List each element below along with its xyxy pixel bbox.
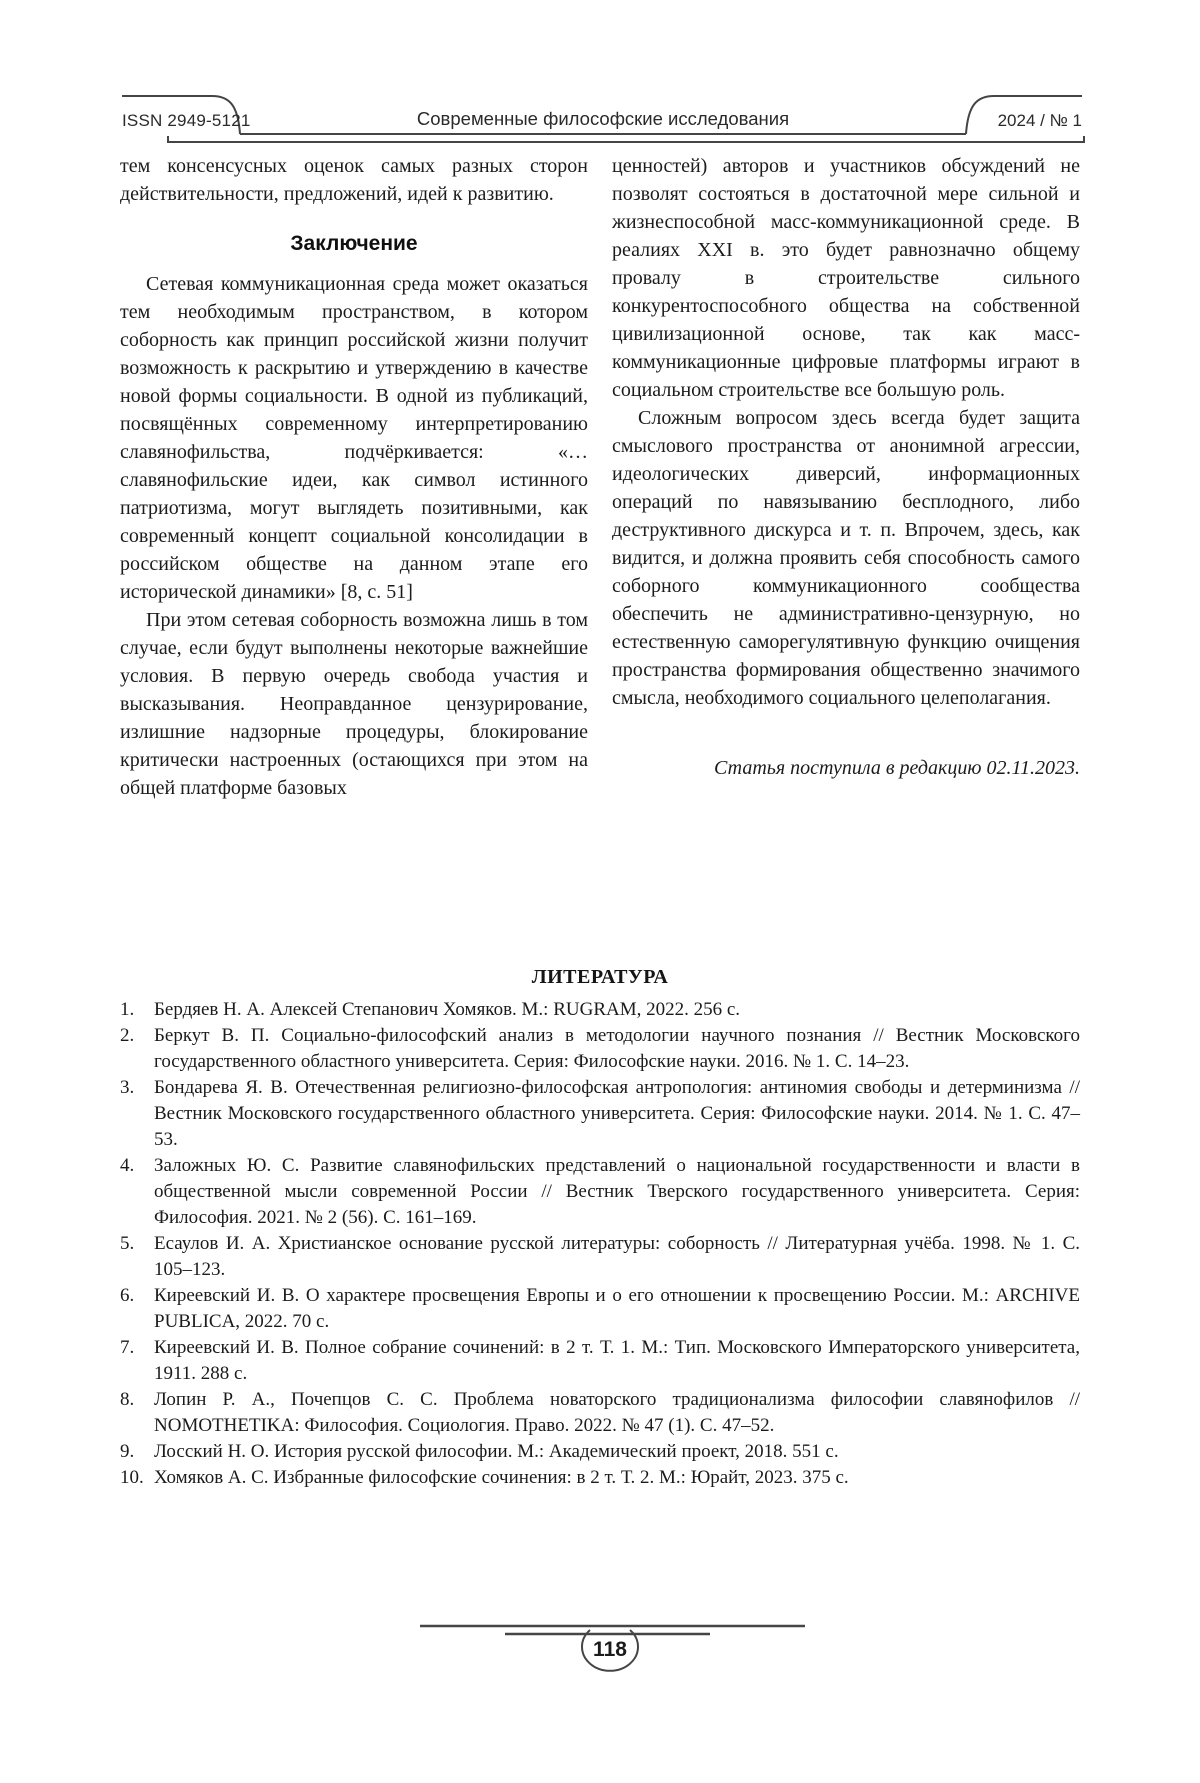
references-list	[120, 997, 1080, 1491]
reference-text: Хомяков А. С. Избранные философские сочинения: в 2 т. Т. 2. М.: Юрайт, 2023. 375 с.	[154, 1467, 849, 1488]
paragraph-continuation-right: ценностей) авторов и участников обсуждений не позволят состояться в достаточной мере сильной и жизнеспособной масс-коммуникационной среде. В реалиях XXI в. это будет равнозначно общему провалу в строительстве сильного конкурентоспособного общества на собственной цивилизационной основе, так как масс-коммуникационные цифровые платформы играют в социальном строительстве все большую роль.	[612, 155, 1080, 401]
left-column	[120, 152, 588, 802]
reference-number: 2.	[120, 1025, 135, 1046]
footer-ornament	[350, 1612, 850, 1682]
reference-text: Бердяев Н. А. Алексей Степанович Хомяков. М.: RUGRAM, 2022. 256 с.	[154, 999, 741, 1020]
reference-number: 7.	[120, 1337, 135, 1358]
references-section	[120, 966, 1080, 1491]
reference-text: Лопин Р. А., Почепцов С. С. Проблема новаторского традиционализма философии славянофилов // NOMOTHETIKA: Философия. Социология. Право. 2022. № 47 (1). С. 47–52.	[154, 1389, 1080, 1436]
reference-item	[120, 1335, 1080, 1387]
reference-item	[120, 1153, 1080, 1231]
header-issue: 2024 / № 1	[997, 111, 1082, 130]
paragraph-continuation-left: тем консенсусных оценок самых разных сторон действительности, предложений, идей к развитию.	[120, 155, 588, 205]
reference-number: 9.	[120, 1441, 135, 1462]
header-journal-title: Современные философские исследования	[416, 108, 790, 129]
reference-number: 5.	[120, 1233, 135, 1254]
reference-number: 4.	[120, 1155, 135, 1176]
reference-item	[120, 997, 1080, 1023]
reference-item	[120, 1231, 1080, 1283]
section-heading-conclusion: Заключение	[290, 232, 418, 255]
reference-item	[120, 1075, 1080, 1153]
right-column	[612, 152, 1080, 802]
reference-text: Киреевский И. В. Полное собрание сочинений: в 2 т. Т. 1. М.: Тип. Московского Императорского университета, 1911. 288 с.	[154, 1337, 1080, 1384]
reference-text: Есаулов И. А. Христианское основание русской литературы: соборность // Литературная учёба. 1998. № 1. С. 105–123.	[154, 1233, 1080, 1280]
reference-text: Бондарева Я. В. Отечественная религиозно-философская антропология: антиномия свободы и детерминизма // Вестник Московского государственного областного университета. Серия: Философские науки. 2014. № 1. С. 47–53.	[154, 1077, 1080, 1150]
reference-item	[120, 1023, 1080, 1075]
header-shadow-line	[168, 136, 1084, 142]
reference-text: Киреевский И. В. О характере просвещения Европы и о его отношении к просвещению России. М.: ARCHIVE PUBLICA, 2022. 70 с.	[154, 1285, 1080, 1332]
header-issn: ISSN 2949-5121	[122, 111, 251, 130]
reference-number: 8.	[120, 1389, 135, 1410]
references-heading: ЛИТЕРАТУРА	[531, 966, 669, 988]
reference-item	[120, 1283, 1080, 1335]
reference-number: 3.	[120, 1077, 135, 1098]
page-number: 118	[593, 1638, 627, 1661]
reference-text: Заложных Ю. С. Развитие славянофильских представлений о национальной государственности и власти в общественной мысли современной России // Вестник Тверского государственного университета. Серия: Философия. 2021. № 2 (56). С. 161–169.	[154, 1155, 1080, 1228]
reference-item	[120, 1439, 1080, 1465]
reference-number: 1.	[120, 999, 135, 1020]
header-rule-ornament	[110, 84, 1090, 148]
reference-number: 6.	[120, 1285, 135, 1306]
reference-item	[120, 1465, 1080, 1491]
reference-text: Беркут В. П. Социально-философский анализ в методологии научного познания // Вестник Московского государственного областного университета. Серия: Философские науки. 2016. № 1. С. 14–23.	[154, 1025, 1080, 1072]
conclusion-paragraph-2: При этом сетевая соборность возможна лишь в том случае, если будут выполнены некоторые важнейшие условия. В первую очередь свобода участия и высказывания. Неоправданное цензурирование, излишние надзорные процедуры, блокирование критически настроенных (остающихся при этом на общей платформе базовых	[120, 609, 588, 799]
article-body	[120, 152, 1080, 802]
page-header	[110, 84, 1090, 148]
reference-text: Лосский Н. О. История русской философии. М.: Академический проект, 2018. 551 с.	[154, 1441, 839, 1462]
conclusion-paragraph-3: Сложным вопросом здесь всегда будет защита смыслового пространства от анонимной агрессии, идеологических диверсий, информационных операций по навязыванию бесплодного, либо деструктивного дискурса и т. п. Впрочем, здесь, как видится, и должна проявить себя способность самого соборного коммуникационного сообщества обеспечить не административно-цензурную, но естественную саморегулятивную функцию очищения пространства формирования общественно значимого смысла, необходимого социального целеполагания.	[612, 407, 1080, 709]
reference-number: 10.	[120, 1467, 144, 1488]
article-received-note: Статья поступила в редакцию 02.11.2023.	[714, 757, 1080, 779]
conclusion-paragraph-1: Сетевая коммуникационная среда может оказаться тем необходимым пространством, в котором соборность как принцип российской жизни получит возможность к раскрытию и утверждению в качестве новой формы социальности. В одной из публикаций, посвящённых современному интерпретированию славянофильства, подчёркивается: «… славянофильские идеи, как символ истинного патриотизма, могут выглядеть позитивными, как современный концепт социальной консолидации в российском обществе на данном этапе его исторической динамики» [8, с. 51]	[120, 273, 588, 603]
page-footer	[350, 1612, 850, 1682]
reference-item	[120, 1387, 1080, 1439]
